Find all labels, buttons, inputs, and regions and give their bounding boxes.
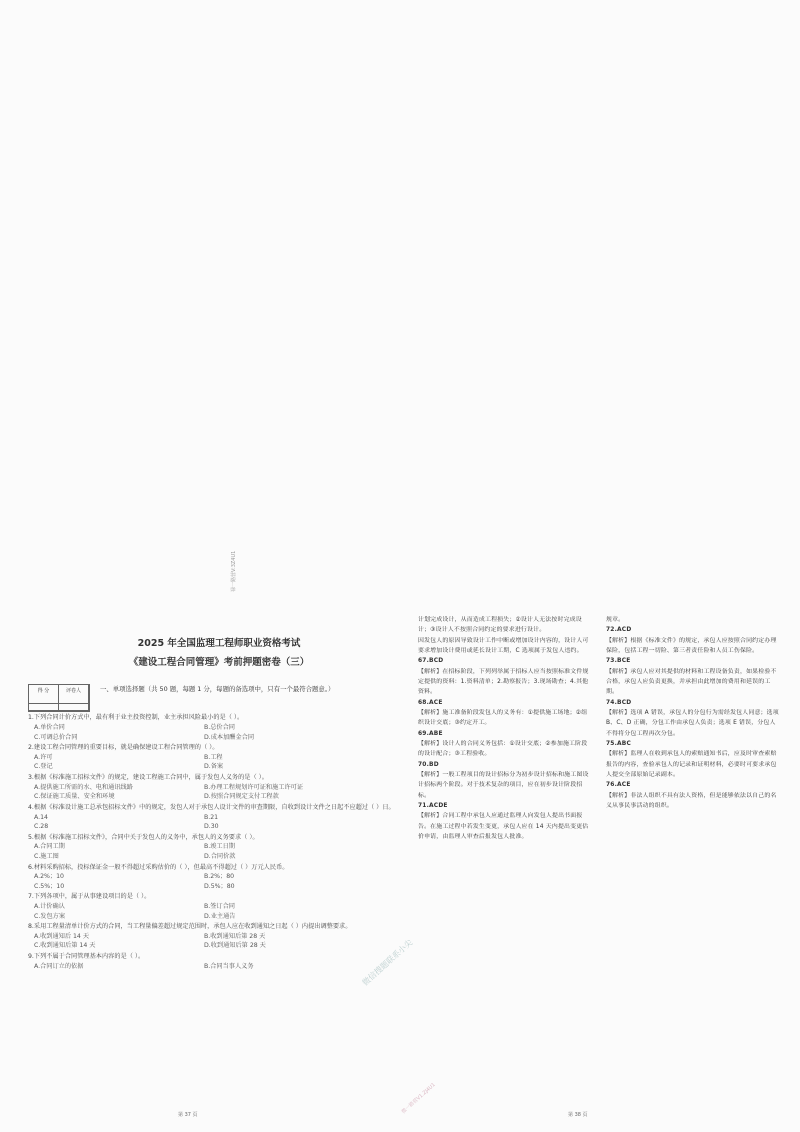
page-number: 第 38 页 <box>568 1112 588 1119</box>
option: A.合同订立的依据 <box>34 962 84 970</box>
option: C.可调总价合同 <box>34 733 78 741</box>
question-options <box>28 872 410 891</box>
answer-key: 73.BCE <box>606 658 631 665</box>
option: C.施工图 <box>34 852 59 860</box>
explanation: 【解析】根据《标准文件》的规定，承包人应按照合同约定办理保险，包括工程一切险、第三者责任险和人员工伤保险。 <box>606 637 777 654</box>
explanation: 【解析】选项 A 错误，承包人的分包行为需经发包人同意；选项 B、C、D 正确，分包工作由承包人负责；选项 E 错误，分包人不得将分包工程再次分包。 <box>606 709 779 737</box>
option: C.保证施工质量、安全和环境 <box>34 793 115 801</box>
option: B.竣工日期 <box>204 843 235 851</box>
option: D.5%；80 <box>204 882 235 890</box>
option: C.登记 <box>34 763 53 771</box>
exam-title: 2025 年全国监理工程师职业资格考试 <box>137 638 301 649</box>
explanation: 因发包人的原因导致设计工作中断或增加设计内容的，设计人可要求增加设计费用或延长设计工期，C 选项属于发包人违约。 <box>418 637 589 654</box>
small-watermark: 微一路营V1.ZJ4U1 <box>400 1081 437 1116</box>
explanation: 【解析】施工准备阶段发包人的义务有：①提供施工场地；②组织设计交底；③约定开工。 <box>418 709 588 727</box>
option: B.总价合同 <box>204 724 235 732</box>
option: C.发包方案 <box>34 912 66 920</box>
option: B.收到通知后第 28 天 <box>204 932 266 940</box>
explanation: 【解析】一般工程项目的设计招标分为初步设计招标和施工图设计招标两个阶段。对于技术复杂的项目，应在初步设计阶段招标。 <box>418 771 589 799</box>
option: D.备案 <box>204 763 224 771</box>
option: A.收到通知后 14 天 <box>34 932 90 940</box>
option: A.计价确认 <box>34 903 65 911</box>
option: B.合同当事人义务 <box>204 962 254 970</box>
option: D.成本加酬金合同 <box>204 733 255 741</box>
question-options <box>28 842 410 861</box>
section-heading: 一、单项选择题（共 50 题，每题 1 分，每题的备选项中，只有一个最符合题意。） <box>100 685 335 694</box>
question-options <box>28 902 410 921</box>
explanation: 【解析】监理人在收到承包人的索赔通知书后，应及时审查索赔报告的内容，查验承包人的记录和证明材料，必要时可要求承包人提交全部原始记录副本。 <box>606 751 777 778</box>
score-cell: 评卷人 <box>59 685 89 704</box>
explanation: 【解析】在招标阶段，下列列举属于招标人应当按照标准文件规定提供的资料：1.资料清单；2.勘察报告；3.现场勘查；4.其他资料。 <box>418 668 589 696</box>
left-page <box>28 615 410 1119</box>
question-options <box>28 813 410 832</box>
question-stem: 4.根据《标准设计施工总承包招标文件》中的规定，发包人对于承包人设计文件的审查期限，自收到设计文件之日起不应超过（ ）日。 <box>28 803 395 811</box>
option: B.工程 <box>204 753 223 761</box>
option: A.许可 <box>34 753 53 761</box>
question-stem: 1.下列合同计价方式中，最有利于业主投资控制，业主承担风险最小的是（ ）。 <box>28 714 244 722</box>
explanation: 【解析】设计人的合同义务包括：①设计交底；②参加施工阶段的设计配合；③工程验收。 <box>418 740 588 758</box>
page-number: 第 37 页 <box>178 1112 198 1119</box>
option: B.签订合同 <box>204 903 235 911</box>
option: B.2%；80 <box>204 873 235 881</box>
question-stem: 7.下列各项中，属于从事建设项目的是（ ）。 <box>28 893 151 901</box>
option: B.办理工程规划许可证和施工许可证 <box>204 783 304 791</box>
option: C.28 <box>34 823 49 831</box>
option: D.30 <box>204 823 219 831</box>
answer-key: 68.ACE <box>418 699 443 706</box>
answer-key: 76.ACE <box>606 782 631 789</box>
answer-key: 74.BCD <box>606 699 632 706</box>
option: D.业主通告 <box>204 912 236 920</box>
option: A.14 <box>34 813 48 821</box>
exam-subtitle: 《建设工程合同管理》考前押题密卷（三） <box>128 656 310 668</box>
question-stem: 6.材料采购招标，投标保证金一般不得超过采购估价的（ ），但最高不得超过（ ）万元人民币。 <box>28 863 289 871</box>
explanation: 规章。 <box>606 617 625 623</box>
question-stem: 2.建设工程合同管理的重要目标，就是确保建设工程合同管理的（ ）。 <box>28 744 219 752</box>
option: C.收到通知后第 14 天 <box>34 942 96 950</box>
option: A.单价合同 <box>34 724 65 732</box>
answer-key: 72.ACD <box>606 627 632 634</box>
answer-column-2 <box>606 615 780 842</box>
option: D.按照合同规定支付工程款 <box>204 793 279 801</box>
score-table <box>28 684 90 712</box>
answer-key: 69.ABE <box>418 730 443 737</box>
question-options <box>28 962 410 972</box>
option: D.合同价款 <box>204 852 236 860</box>
option: A.提供施工所需的水、电和通讯线路 <box>34 783 133 791</box>
option: C.5%；10 <box>34 882 65 890</box>
question-options <box>28 783 410 802</box>
option: A.合同工期 <box>34 843 65 851</box>
option: A.2%；10 <box>34 873 64 881</box>
question-options <box>28 932 410 951</box>
answer-column-1 <box>418 615 592 842</box>
answer-key: 75.ABC <box>606 740 632 747</box>
score-cell <box>59 704 89 711</box>
question-stem: 5.根据《标准施工招标文件》，合同中关于发包人的义务中，承包人的义务要求（ ）。 <box>28 833 259 841</box>
explanation: 【解析】承包人应对其提供的材料和工程设备负责，如果检验不合格，承包人应负责更换，并承担由此增加的费用和延误的工期。 <box>606 668 777 696</box>
option: D.收到通知后第 28 天 <box>204 942 266 950</box>
option: B.21 <box>204 813 219 821</box>
question-options <box>28 753 410 772</box>
answer-key: 71.ACDE <box>418 802 448 809</box>
explanation: 【解析】合同工程中承包人应通过监理人向发包人提出书面报告。在施工过程中若发生变更，承包人应在 14 天内提出变更估价申请，由监理人审查后报发包人批准。 <box>418 813 589 840</box>
question-options <box>28 723 410 742</box>
score-cell: 得 分 <box>29 685 59 704</box>
side-watermark: 禄一路营V:3Z4U1 <box>231 550 237 592</box>
score-row <box>28 684 410 712</box>
question-stem: 3.根据《标准施工招标文件》的规定，建设工程施工合同中，属于发包人义务的是（ ）。 <box>28 774 268 782</box>
answer-key: 67.BCD <box>418 658 444 665</box>
score-cell <box>29 704 59 711</box>
diagonal-watermark: 微信搜题联系小尖 <box>360 937 415 988</box>
answer-key: 70.BD <box>418 761 439 768</box>
question-stem: 8.采用工程量清单计价方式的合同，当工程量偏差超过规定范围时，承包人应在收到通知之日起（ ）内提出调整要求。 <box>28 923 352 931</box>
explanation: 【解析】非法人组织不具有法人资格，但是能够依法以自己的名义从事民事活动的组织。 <box>606 792 777 809</box>
explanation: 计划完成设计，从而造成工程损失；②设计人无法按时完成设计；③设计人不按照合同约定的要求进行设计。 <box>418 617 582 634</box>
question-list <box>28 713 410 971</box>
question-stem: 9.下列不属于合同管理基本内容的是（ ）。 <box>28 953 145 961</box>
